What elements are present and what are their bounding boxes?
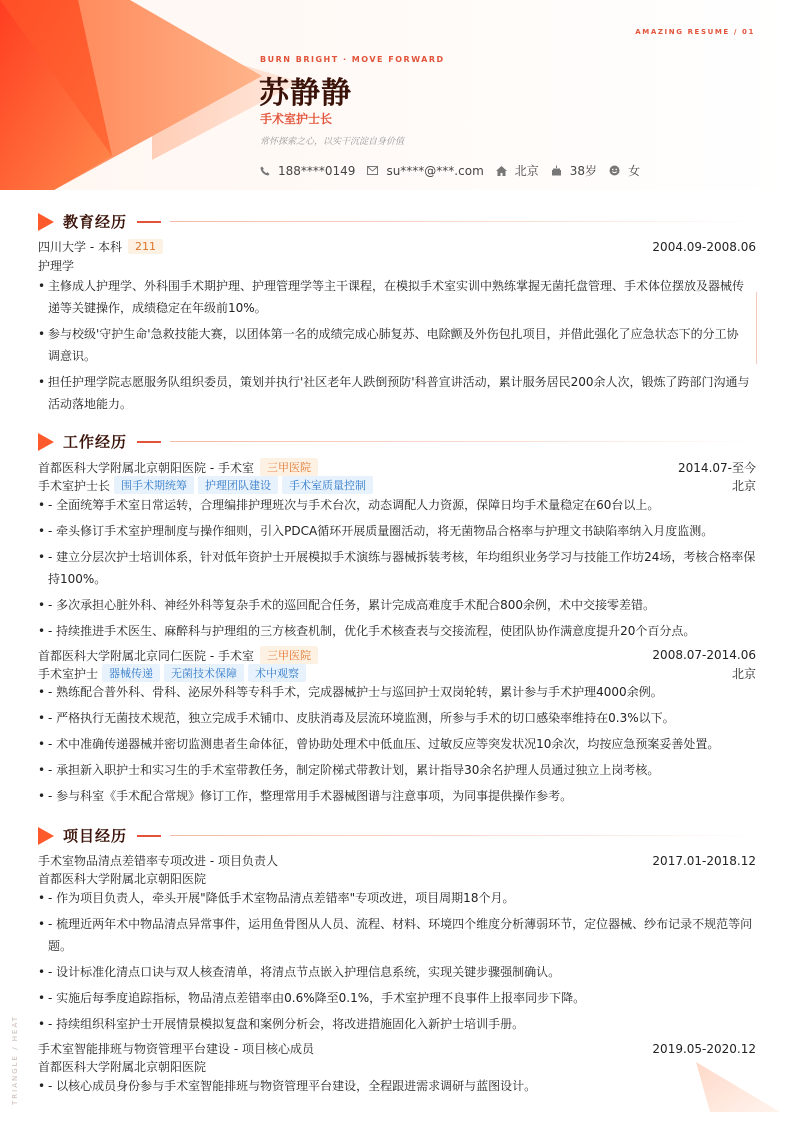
triangle-bullet-icon	[38, 827, 54, 845]
project-header	[38, 852, 756, 869]
divider	[137, 835, 161, 837]
list-item: • - 全面统筹手术室日常运转，合理编排护理班次与手术台次，动态调配人力资源，保障日均手术量稳定在60台以上。	[38, 498, 660, 512]
section-title: 工作经历	[63, 433, 128, 451]
skill-tag: 无菌技术保障	[164, 664, 244, 682]
project-date: 2017.01-2018.12	[652, 853, 756, 868]
project-header	[38, 1040, 756, 1057]
divider	[170, 441, 756, 442]
skill-tag: 护理团队建设	[198, 476, 278, 494]
phone-icon	[260, 166, 270, 176]
list-item: • - 术中准确传递器械并密切监测患者生命体征，曾协助处理术中低血压、过敏反应等突发状况10余次，均按应急预案妥善处置。	[38, 737, 720, 751]
org-tag: 三甲医院	[260, 458, 318, 476]
list-item: • - 参与科室《手术配合常规》修订工作，整理常用手术器械图谱与注意事项，为同事提供操作参考。	[38, 789, 573, 803]
divider	[170, 221, 756, 222]
contact-phone-text: 188****0149	[278, 163, 356, 178]
project-org: 首都医科大学附属北京朝阳医院	[38, 872, 207, 886]
project-name: 手术室物品清点差错率专项改进 - 项目负责人	[38, 854, 278, 868]
skill-tag: 围手术期统筹	[114, 476, 194, 494]
home-icon	[496, 166, 507, 176]
cake-icon	[551, 165, 562, 176]
list-item: • - 作为项目负责人，牵头开展"降低手术室物品清点差错率"专项改进，项目周期18个月。	[38, 891, 515, 905]
contact-email	[367, 164, 483, 178]
mail-icon	[367, 166, 378, 175]
list-item: • - 梳理近两年术中物品清点异常事件，运用鱼骨图从人员、流程、材料、环境四个维度分析薄弱环节，定位器械、纱布记录不规范等问题。	[38, 917, 753, 953]
contact-city	[496, 162, 539, 179]
work-bullets	[38, 681, 756, 811]
project-org: 首都医科大学附属北京朝阳医院	[38, 1060, 207, 1074]
list-item: • - 持续推进手术医生、麻醉科与护理组的三方核查机制，优化手术核查表与交接流程，使团队协作满意度提升20个百分点。	[38, 624, 696, 638]
work-org: 首都医科大学附属北京朝阳医院 - 手术室	[38, 460, 254, 475]
work-location: 北京	[731, 478, 756, 493]
job-title: 手术室护士长	[260, 112, 333, 126]
education-bullets	[38, 275, 756, 419]
skill-tag: 器械传递	[102, 664, 160, 682]
triangle-bullet-icon	[38, 433, 54, 451]
contact-gender-text: 女	[628, 164, 641, 178]
divider	[170, 835, 756, 836]
contact-gender	[609, 162, 640, 179]
divider	[137, 441, 161, 443]
work-date: 2008.07-2014.06	[652, 648, 756, 662]
motto: 常怀探索之心，以实干沉淀自身价值	[260, 137, 405, 147]
triangle-bullet-icon	[38, 213, 54, 231]
list-item: • - 建立分层次护士培训体系，针对低年资护士开展模拟手术演练与器械拆装考核，年均组织业务学习与技能工作坊24场，考核合格率保持100%。	[38, 550, 756, 586]
project-date: 2019.05-2020.12	[652, 1041, 756, 1056]
list-item: • 参与校级'守护生命'急救技能大赛，以团体第一名的成绩完成心肺复苏、电除颤及外伤包扎项目，并借此强化了应急状态下的分工协调意识。	[38, 327, 739, 363]
list-item: • - 严格执行无菌技术规范，独立完成手术铺巾、皮肤消毒及层流环境监测，所参与手术的切口感染率维持在0.3%以下。	[38, 711, 675, 725]
section-projects	[38, 825, 756, 846]
work-location: 北京	[731, 666, 756, 681]
project-bullets	[38, 887, 756, 1039]
work-role-row	[38, 664, 756, 682]
section-title: 项目经历	[63, 827, 128, 845]
work-bullets	[38, 494, 756, 646]
work-entry-header	[38, 458, 756, 476]
org-tag: 三甲医院	[260, 646, 318, 664]
list-item: • 主修成人护理学、外科围手术期护理、护理管理学等主干课程，在模拟手术室实训中熟练掌握无菌托盘管理、手术体位摆放及器械传递等关键操作，成绩稳定在年级前10%。	[38, 279, 745, 315]
contact-email-text: su****@***.com	[386, 163, 484, 178]
contact-phone	[260, 164, 355, 178]
candidate-name: 苏静静	[259, 76, 352, 111]
contact-city-text: 北京	[514, 164, 539, 178]
divider	[137, 221, 161, 223]
section-education	[38, 211, 756, 232]
list-item: • - 实施后每季度追踪指标，物品清点差错率由0.6%降至0.1%，手术室护理不良事件上报率同步下降。	[38, 991, 586, 1005]
resume-tag: AMAZING RESUME / 01	[635, 28, 755, 36]
contact-age	[551, 162, 597, 179]
education-entry	[38, 238, 756, 255]
school-tag: 211	[128, 239, 163, 254]
major: 护理学	[38, 259, 75, 273]
list-item: • - 承担新入职护士和实习生的手术室带教任务，制定阶梯式带教计划，累计指导30余名护理人员通过独立上岗考核。	[38, 763, 660, 777]
list-item: • - 多次承担心脏外科、神经外科等复杂手术的巡回配合任务，累计完成高难度手术配合800余例，术中交接零差错。	[38, 598, 656, 612]
contact-list	[260, 162, 652, 179]
side-watermark: TRIANGLE / HEAT	[11, 1015, 19, 1105]
list-item: • - 持续组织科室护士开展情景模拟复盘和案例分析会，将改进措施固化入新护士培训手册。	[38, 1017, 525, 1031]
resume-header	[0, 0, 794, 190]
slogan: BURN BRIGHT · MOVE FORWARD	[260, 55, 445, 64]
list-item: • - 以核心成员身份参与手术室智能排班与物资管理平台建设，全程跟进需求调研与蓝图设计。	[38, 1079, 537, 1093]
work-role: 手术室护士长	[38, 478, 111, 493]
face-icon	[609, 165, 620, 176]
work-role-row	[38, 476, 756, 494]
list-item: • 担任护理学院志愿服务队组织委员，策划并执行'社区老年人跌倒预防'科普宣讲活动，累计服务居民200余人次，锻炼了跨部门沟通与活动落地能力。	[38, 375, 750, 411]
contact-age-text: 38岁	[569, 164, 598, 178]
corner-triangle-decoration	[696, 1062, 780, 1112]
education-date: 2004.09-2008.06	[652, 239, 756, 254]
skill-tag: 术中观察	[248, 664, 306, 682]
project-name: 手术室智能排班与物资管理平台建设 - 项目核心成员	[38, 1042, 314, 1056]
divider	[756, 292, 757, 364]
school-name: 四川大学 - 本科	[38, 240, 122, 254]
work-date: 2014.07-至今	[678, 460, 756, 475]
section-title: 教育经历	[63, 213, 128, 231]
work-org: 首都医科大学附属北京同仁医院 - 手术室	[38, 648, 254, 663]
list-item: • - 熟练配合普外科、骨科、泌尿外科等专科手术，完成器械护士与巡回护士双岗轮转，累计参与手术护理4000余例。	[38, 685, 663, 699]
skill-tag: 手术室质量控制	[282, 476, 373, 494]
list-item: • - 牵头修订手术室护理制度与操作细则，引入PDCA循环开展质量圈活动，将无菌物品合格率与护理文书缺陷率纳入月度监测。	[38, 524, 714, 538]
work-role: 手术室护士	[38, 666, 99, 681]
list-item: • - 设计标准化清点口诀与双人核查清单，将清点节点嵌入护理信息系统，实现关键步骤强制确认。	[38, 965, 561, 979]
work-entry-header	[38, 646, 756, 664]
section-work	[38, 431, 756, 452]
project-bullets	[38, 1075, 756, 1101]
